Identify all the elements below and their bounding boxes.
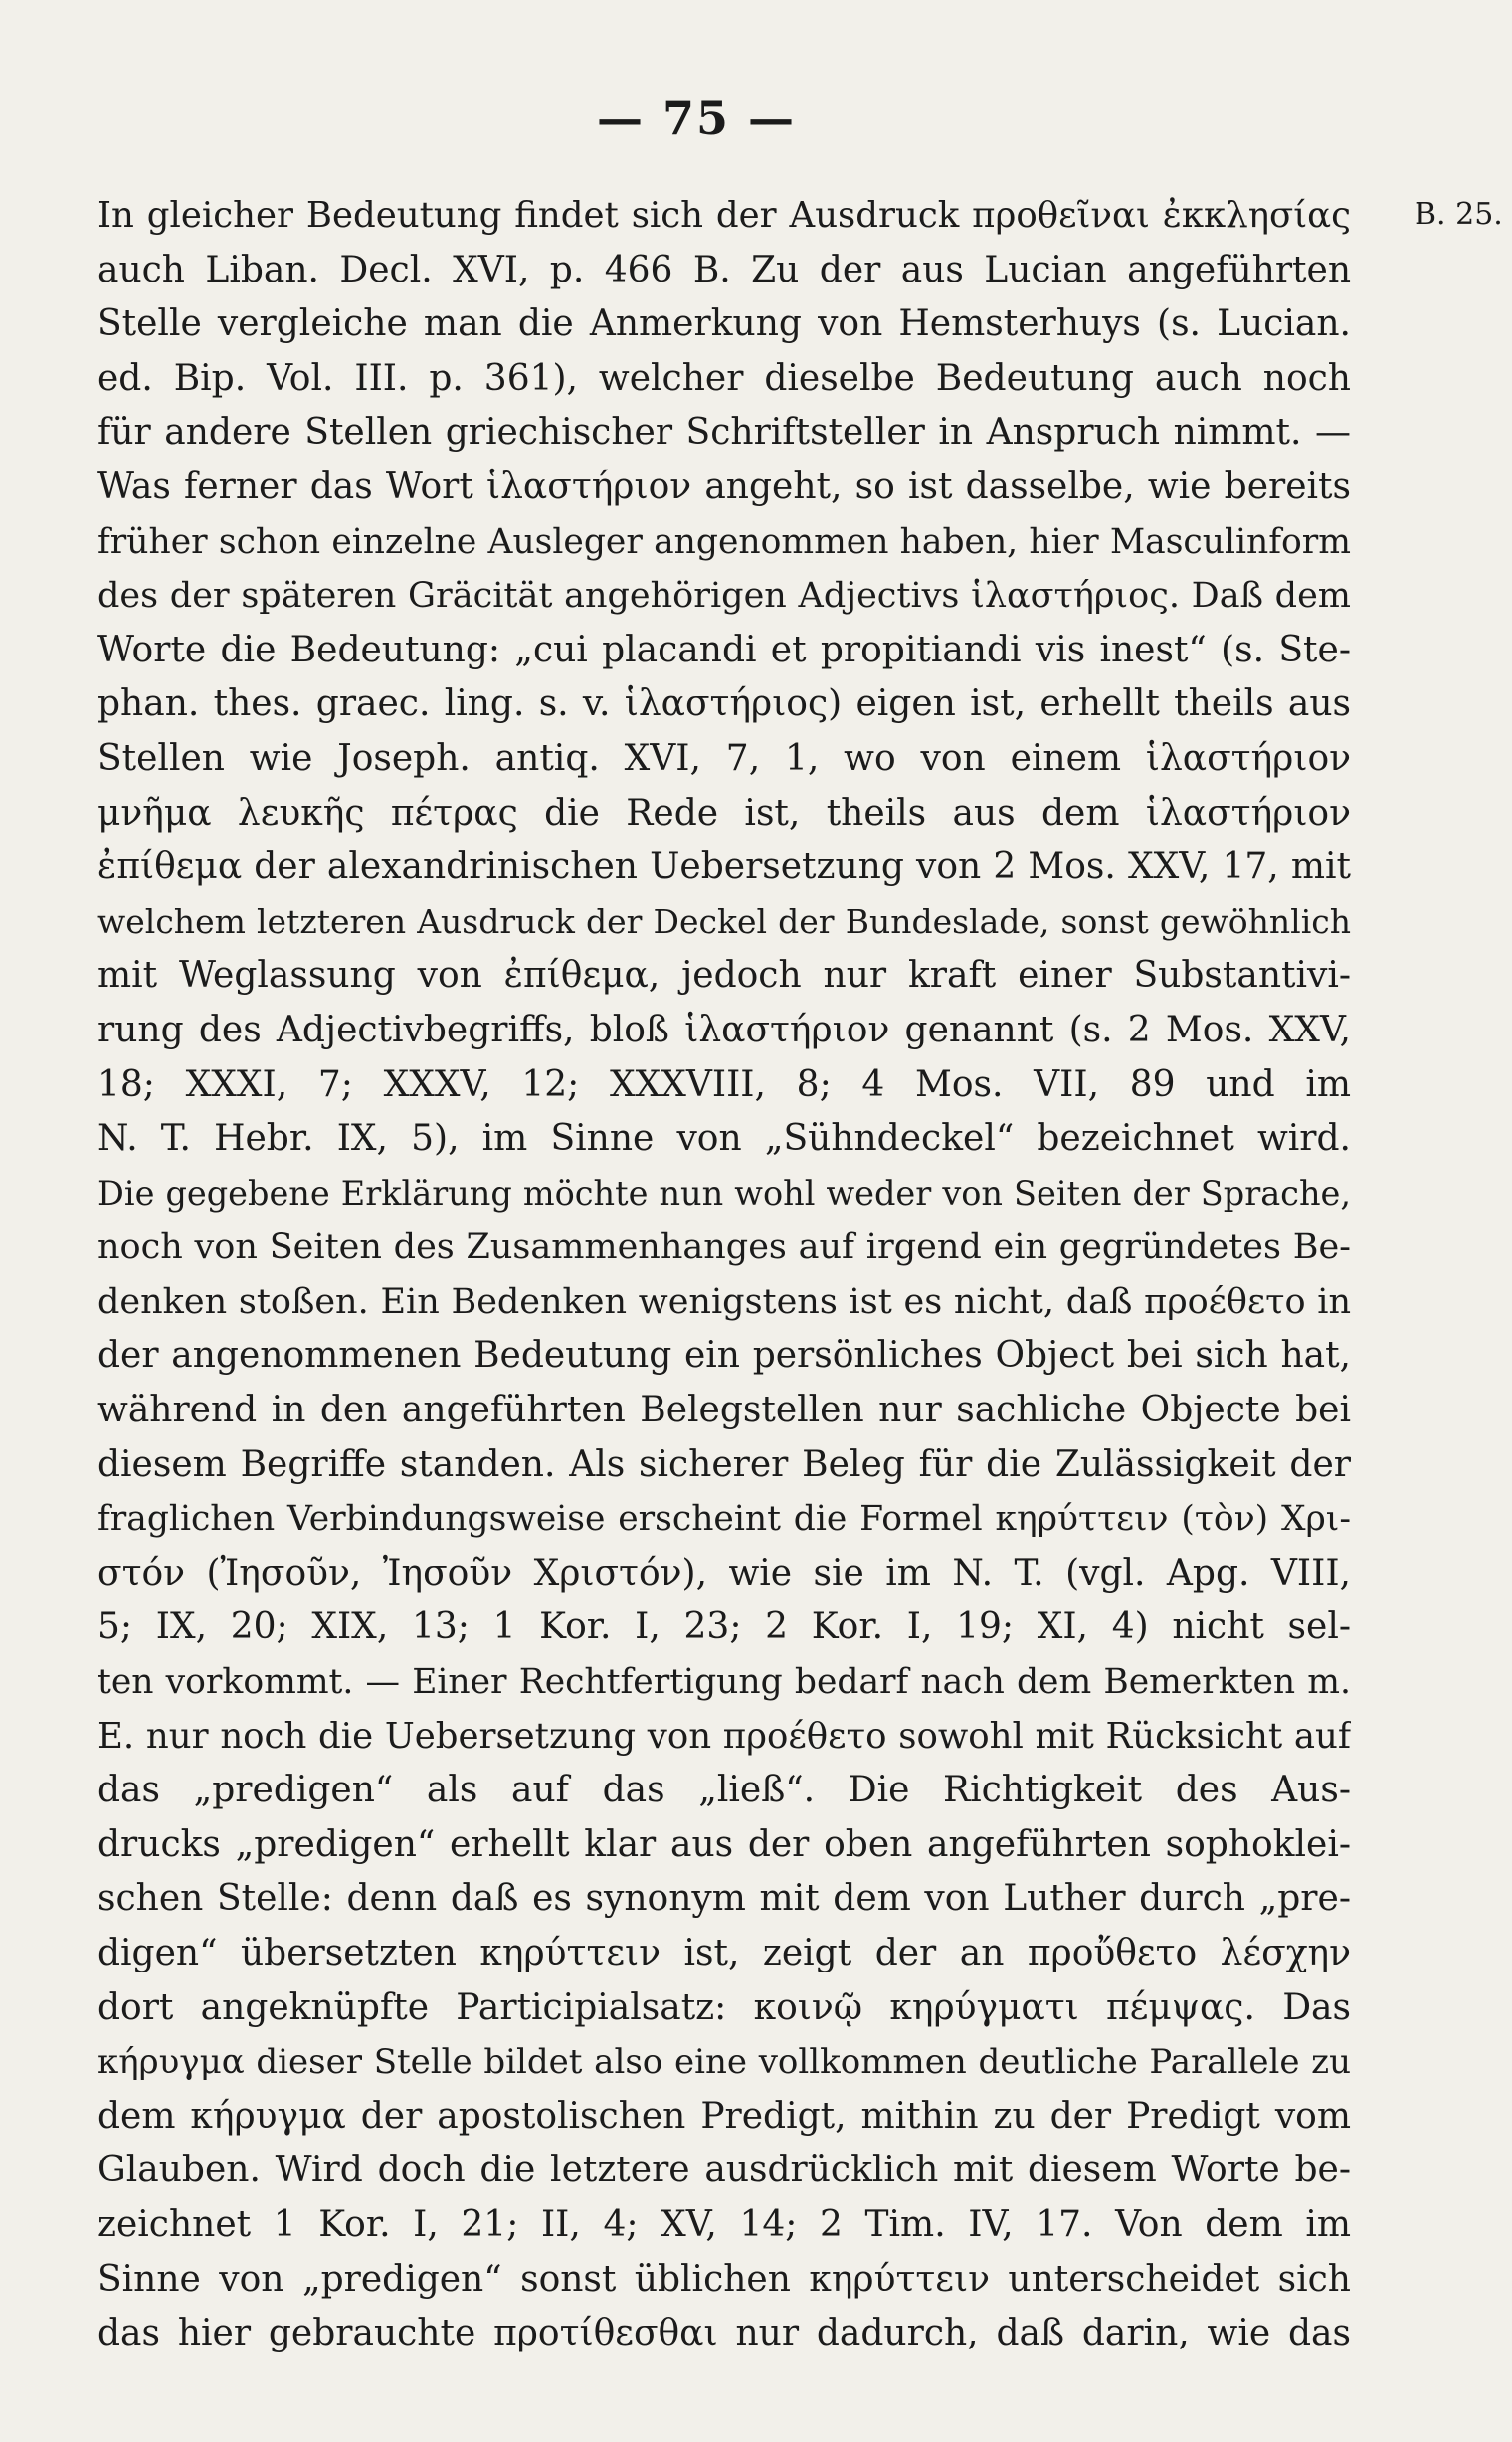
text-line: noch von Seiten des Zusammenhanges auf irgend ein gegründetes Be- bbox=[97, 1227, 1351, 1268]
text-line: drucks „predigen“ erhellt klar aus der oben angeführten sophoklei- bbox=[97, 1823, 1351, 1865]
text-line: phan. thes. graec. ling. s. v. ἱλαστήριος) eigen ist, erhellt theils aus bbox=[97, 683, 1351, 725]
text-line: für andere Stellen griechischer Schriftsteller in Anspruch nimmt. — bbox=[97, 412, 1351, 454]
text-line: diesem Begriffe standen. Als sicherer Beleg für die Zulässigkeit der bbox=[97, 1443, 1351, 1485]
text-line: Stellen wie Joseph. antiq. XVI, 7, 1, wo von einem ἱλαστήριον bbox=[97, 737, 1351, 779]
text-line: στόν (Ἰησοῦν, Ἰησοῦν Χριστόν), wie sie im N. T. (vgl. Apg. VIII, bbox=[97, 1552, 1351, 1594]
text-line: μνῆμα λευκῆς πέτρας die Rede ist, theils aus dem ἱλαστήριον bbox=[97, 792, 1351, 834]
text-line: Sinne von „predigen“ sonst üblichen κηρύττειν unterscheidet sich bbox=[97, 2258, 1351, 2300]
text-line: 5; IX, 20; XIX, 13; 1 Kor. I, 23; 2 Kor. I, 19; XI, 4) nicht sel- bbox=[97, 1606, 1351, 1648]
text-line: mit Weglassung von ἐπίθεμα, jedoch nur kraft einer Substantivi- bbox=[97, 955, 1351, 997]
text-line: E. nur noch die Uebersetzung von προέθετο sowohl mit Rücksicht auf bbox=[97, 1715, 1351, 1757]
text-line: fraglichen Verbindungsweise erscheint die Formel κηρύττειν (τὸν) Χρι- bbox=[97, 1499, 1351, 1540]
text-line: denken stoßen. Ein Bedenken wenigstens ist es nicht, daß προέθετο in bbox=[97, 1281, 1351, 1322]
text-line: ἐπίθεμα der alexandrinischen Uebersetzung von 2 Mos. XXV, 17, mit bbox=[97, 846, 1351, 888]
text-line: ten vorkommt. — Einer Rechtfertigung bedarf nach dem Bemerkten m. bbox=[97, 1662, 1351, 1703]
text-line: In gleicher Bedeutung findet sich der Ausdruck προθεῖναι ἐκκλησίας bbox=[97, 195, 1351, 236]
text-line: rung des Adjectivbegriffs, bloß ἱλαστήριον genannt (s. 2 Mos. XXV, bbox=[97, 1009, 1351, 1050]
text-line: schen Stelle: denn daß es synonym mit dem von Luther durch „pre- bbox=[97, 1878, 1351, 1920]
body-text bbox=[97, 189, 1351, 2361]
text-line: ed. Bip. Vol. III. p. 361), welcher dieselbe Bedeutung auch noch bbox=[97, 357, 1351, 399]
text-line: auch Liban. Decl. XVI, p. 466 B. Zu der aus Lucian angeführten bbox=[97, 249, 1351, 290]
text-line: 18; XXXI, 7; XXXV, 12; XXXVIII, 8; 4 Mos. VII, 89 und im bbox=[97, 1063, 1351, 1105]
page-number: — 75 — bbox=[596, 92, 797, 145]
text-line: dem κήρυγμα der apostolischen Predigt, mithin zu der Predigt vom bbox=[97, 2095, 1351, 2137]
margin-note: B. 25. bbox=[1415, 197, 1503, 232]
text-line: dort angeknüpfte Participialsatz: κοινῷ κηρύγματι πέμψας. Das bbox=[97, 1986, 1351, 2028]
text-line: digen“ übersetzten κηρύττειν ist, zeigt der an προὔθετο λέσχην bbox=[97, 1933, 1351, 1973]
text-line: welchem letzteren Ausdruck der Deckel der Bundeslade, sonst gewöhnlich bbox=[97, 901, 1351, 941]
text-line: zeichnet 1 Kor. I, 21; II, 4; XV, 14; 2 Tim. IV, 17. Von dem im bbox=[97, 2203, 1351, 2245]
text-line: des der späteren Gräcität angehörigen Adjectivs ἱλαστήριος. Daß dem bbox=[97, 576, 1351, 617]
text-line: früher schon einzelne Ausleger angenommen haben, hier Masculinform bbox=[97, 521, 1351, 562]
text-line: Worte die Bedeutung: „cui placandi et propitiandi vis inest“ (s. Ste- bbox=[97, 629, 1351, 670]
text-line: κήρυγμα dieser Stelle bildet also eine vollkommen deutliche Parallele zu bbox=[97, 2042, 1351, 2083]
text-line: während in den angeführten Belegstellen nur sachliche Objecte bei bbox=[97, 1390, 1351, 1431]
text-line: Glauben. Wird doch die letztere ausdrücklich mit diesem Worte be- bbox=[97, 2150, 1351, 2191]
text-line: Was ferner das Wort ἱλαστήριον angeht, so ist dasselbe, wie bereits bbox=[97, 466, 1351, 507]
text-line: der angenommenen Bedeutung ein persönliches Object bei sich hat, bbox=[97, 1335, 1351, 1377]
text-line: N. T. Hebr. IX, 5), im Sinne von „Sühndeckel“ bezeichnet wird. bbox=[97, 1118, 1351, 1160]
text-line: das „predigen“ als auf das „ließ“. Die Richtigkeit des Aus- bbox=[97, 1770, 1351, 1811]
text-line: das hier gebrauchte προτίθεσθαι nur dadurch, daß darin, wie das bbox=[97, 2313, 1351, 2354]
text-line: Die gegebene Erklärung möchte nun wohl weder von Seiten der Sprache, bbox=[97, 1173, 1351, 1213]
text-line: Stelle vergleiche man die Anmerkung von Hemsterhuys (s. Lucian. bbox=[97, 303, 1351, 345]
